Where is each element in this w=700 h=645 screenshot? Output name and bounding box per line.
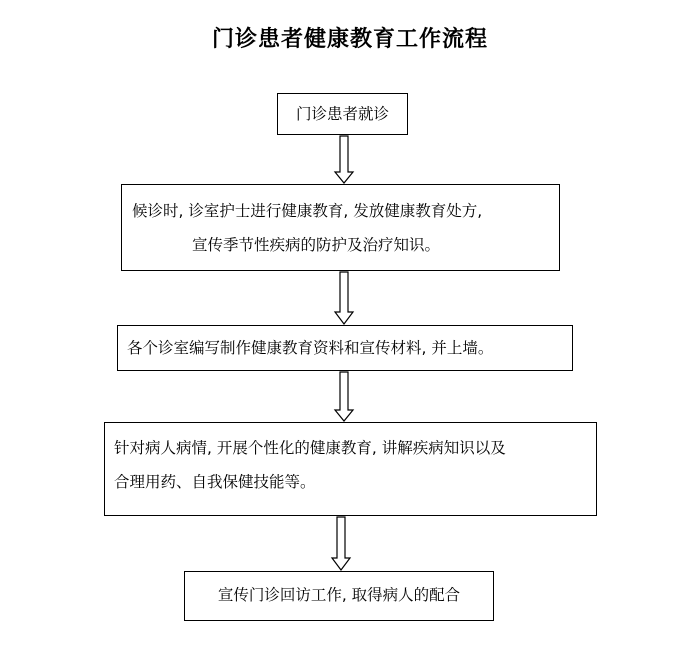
step-5-text: 宣传门诊回访工作, 取得病人的配合: [217, 586, 461, 604]
page-title: 门诊患者健康教育工作流程: [211, 27, 488, 52]
step-4-line-2: 合理用药、自我保健技能等。: [114, 473, 316, 491]
flow-arrow-4: [332, 517, 350, 570]
flow-arrow-1: [335, 136, 353, 183]
step-4-line-1: 针对病人病情, 开展个性化的健康教育, 讲解疾病知识以及: [114, 439, 506, 457]
step-1-text: 门诊患者就诊: [295, 105, 389, 123]
step-2-line-2: 宣传季节性疾病的防护及治疗知识。: [192, 236, 441, 254]
step-2-line-1: 候诊时, 诊室护士进行健康教育, 发放健康教育处方,: [132, 202, 483, 220]
flow-arrow-2: [335, 272, 353, 324]
flow-arrow-3: [335, 372, 353, 421]
step-3-text: 各个诊室编写制作健康教育资料和宣传材料, 并上墙。: [127, 339, 494, 357]
